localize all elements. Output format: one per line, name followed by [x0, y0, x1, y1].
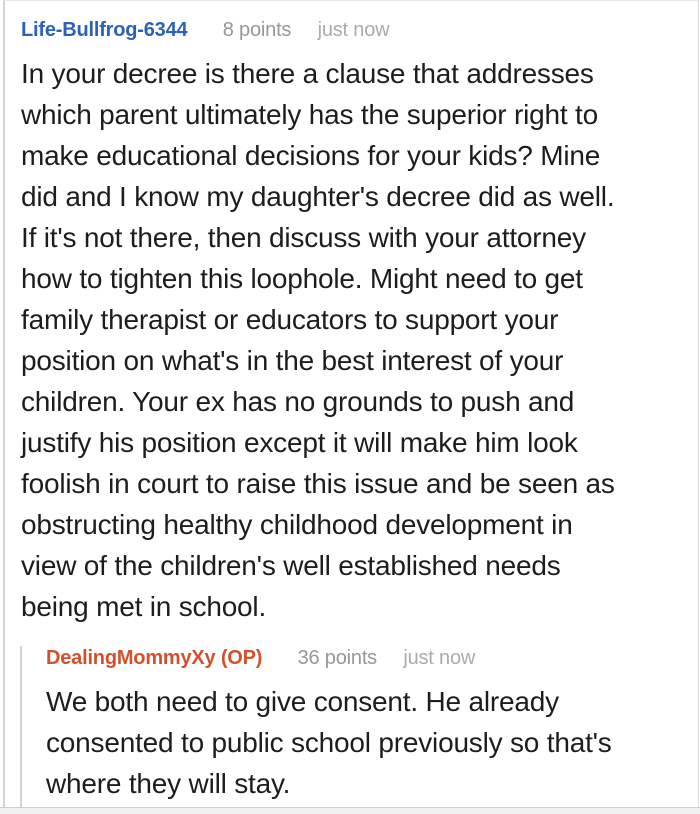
text-line: If it's not there, then discuss with your attorney — [21, 222, 586, 253]
reply-body-text — [46, 681, 690, 804]
text-line: family therapist or educators to support your — [21, 304, 559, 335]
reply-header — [46, 646, 690, 670]
text-line: foolish in court to raise this issue and be seen as — [21, 468, 615, 499]
comment-reply — [20, 646, 690, 814]
text-line: consented to public school previously so that's — [46, 727, 612, 758]
text-line: did and I know my daughter's decree did as well. — [21, 181, 615, 212]
text-line: obstructing healthy childhood development in — [21, 509, 573, 540]
points-label: 8 points — [222, 19, 292, 41]
username-link[interactable]: Life-Bullfrog-6344 — [21, 19, 188, 41]
text-line: view of the children's well established needs — [21, 550, 561, 581]
text-line: We both need to give consent. He already — [46, 686, 559, 717]
text-line: justify his position except it will make him look — [21, 427, 578, 458]
comment-body-text — [21, 53, 690, 627]
comment-header — [21, 18, 690, 42]
comment-top-level — [5, 1, 698, 814]
text-line: make educational decisions for your kids? Mine — [21, 140, 601, 171]
reply-timestamp-label: just now — [403, 647, 476, 669]
op-username-link[interactable]: DealingMommyXy (OP) — [46, 647, 263, 669]
reply-points-label: 36 points — [297, 647, 377, 669]
text-line: how to tighten this loophole. Might need to get — [21, 263, 583, 294]
comment-card — [3, 0, 699, 807]
timestamp-label: just now — [317, 19, 390, 41]
bottom-divider — [0, 807, 700, 814]
text-line: children. Your ex has no grounds to push and — [21, 386, 575, 417]
text-line: which parent ultimately has the superior right to — [21, 99, 598, 130]
text-line: position on what's in the best interest of your — [21, 345, 564, 376]
text-line: where they will stay. — [46, 768, 291, 799]
text-line: being met in school. — [21, 591, 267, 622]
text-line: In your decree is there a clause that addresses — [21, 58, 594, 89]
